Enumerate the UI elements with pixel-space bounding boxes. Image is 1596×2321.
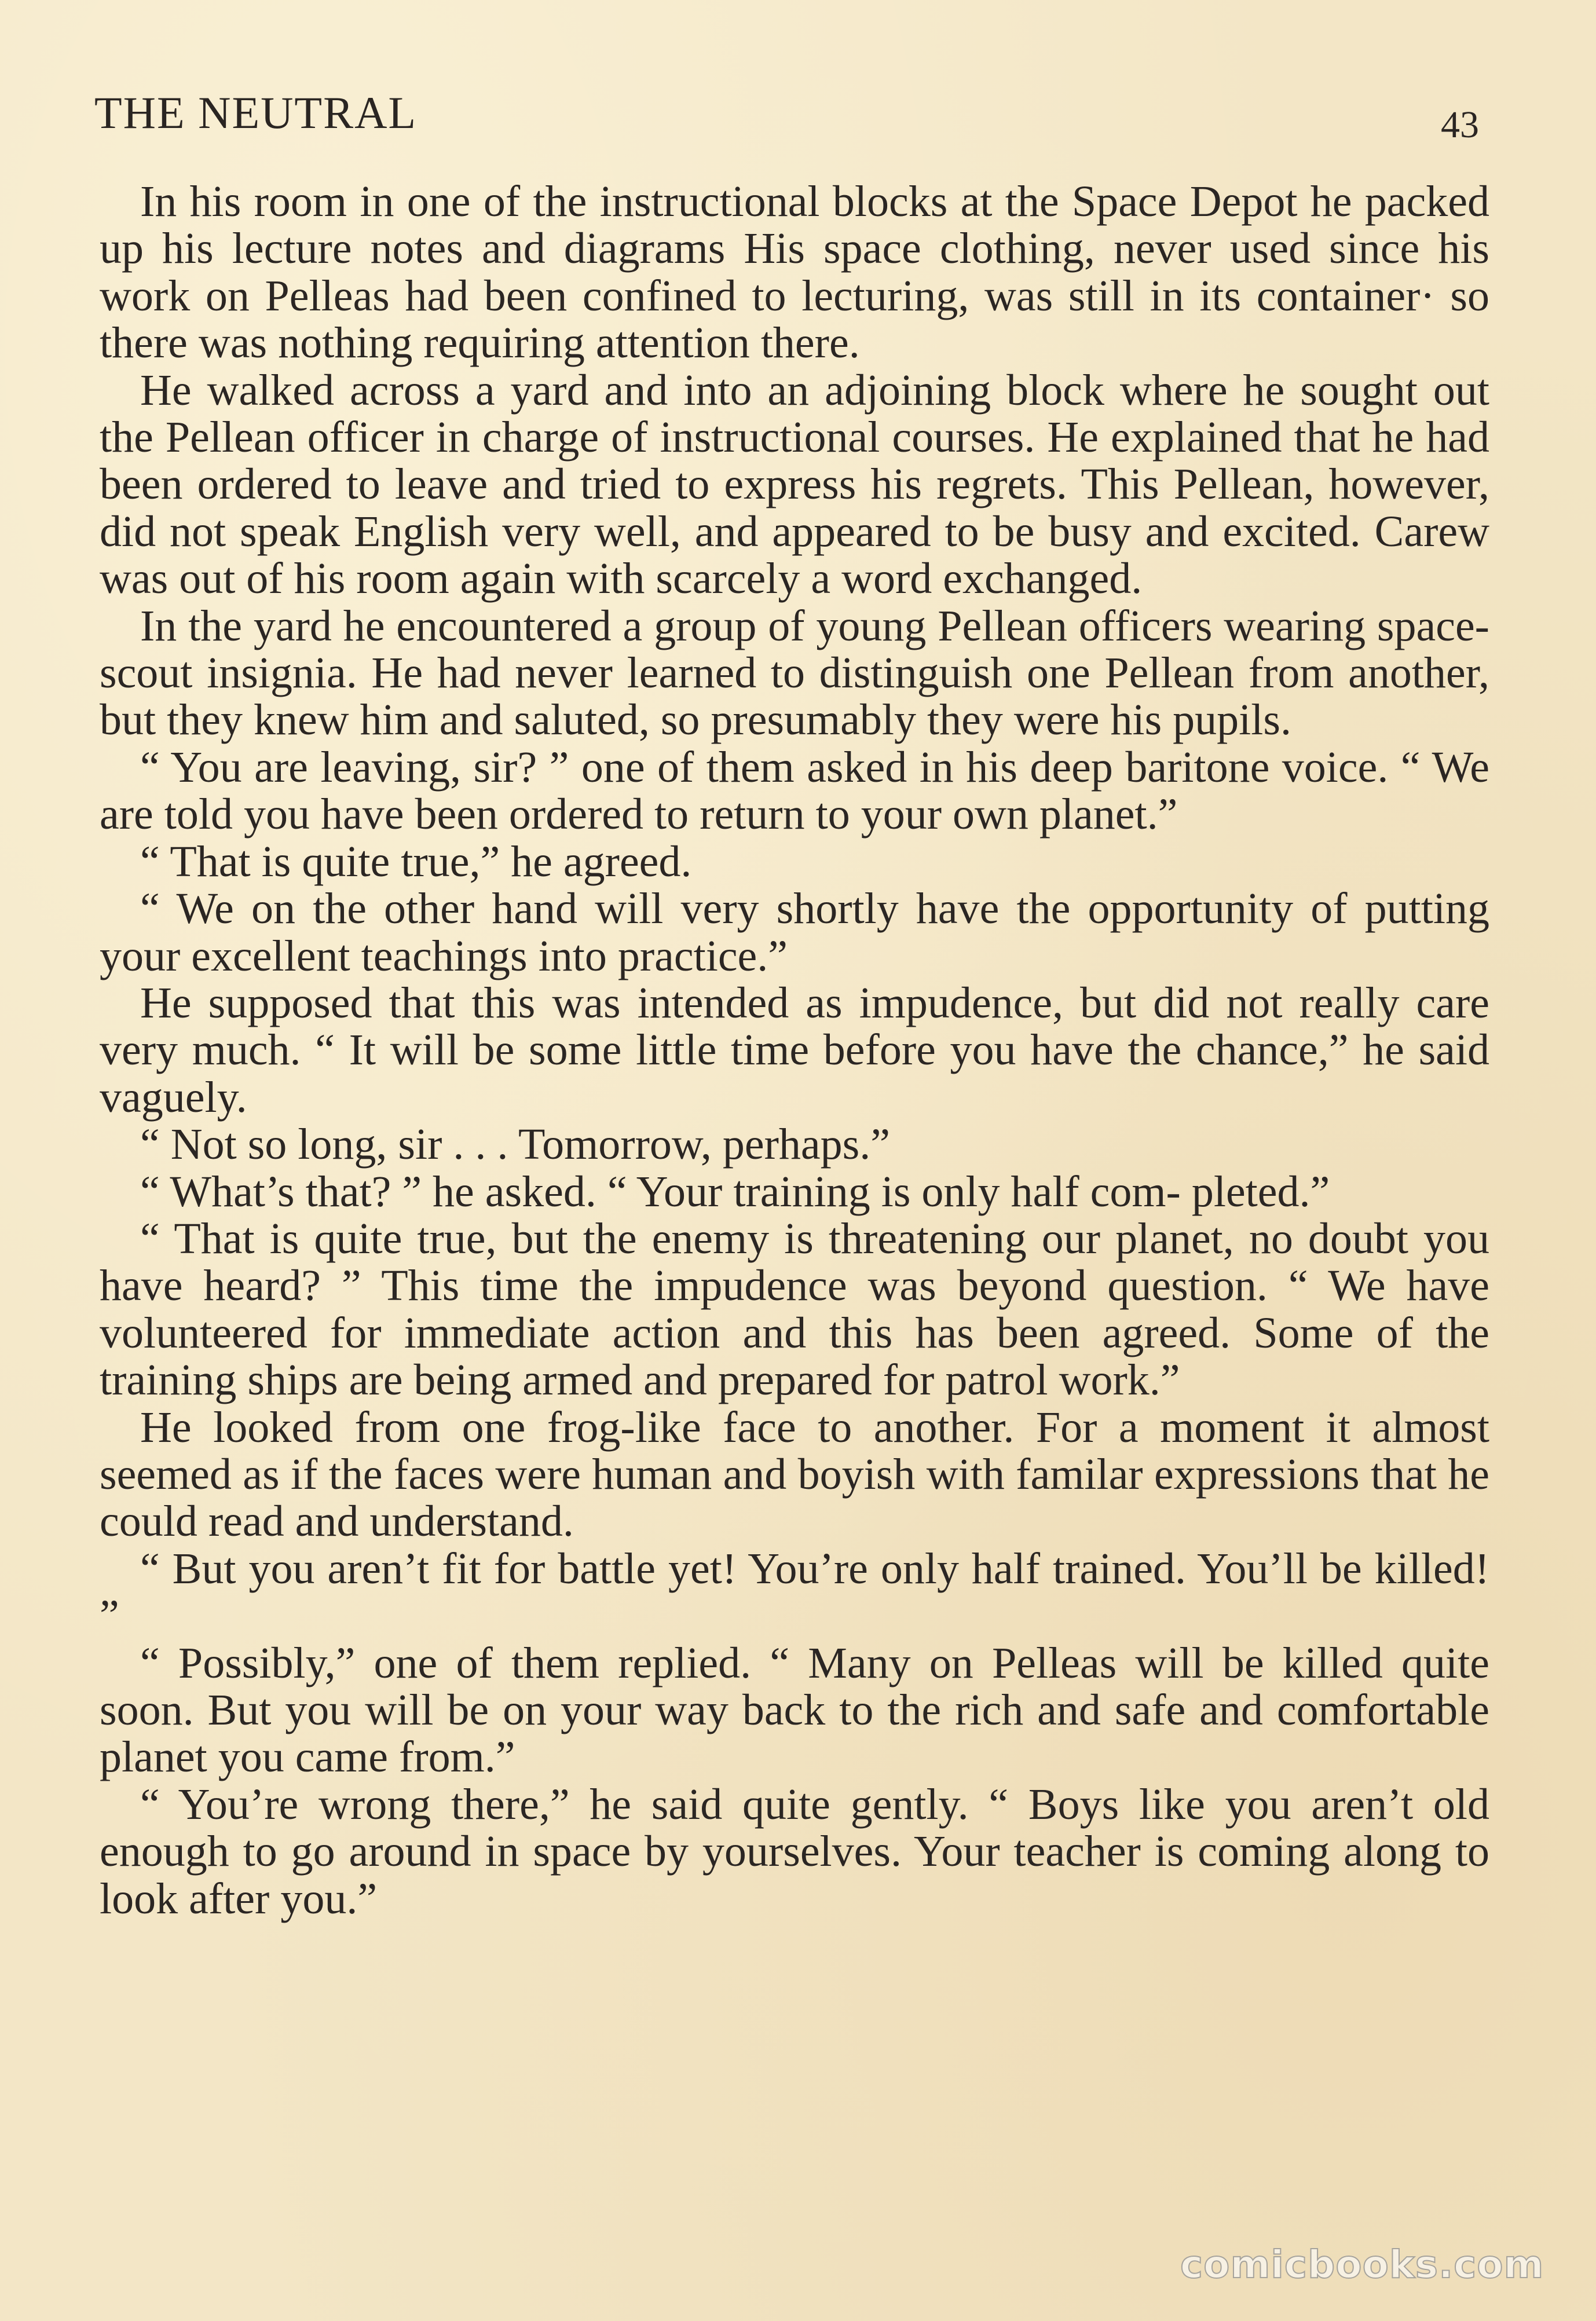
body-text [100,178,1489,1923]
paragraph: “ You are leaving, sir? ” one of them asked in his deep baritone voice. “ We are told you have been ordered to return to your own planet.” [100,742,1489,839]
paragraph: “ What’s that? ” he asked. “ Your training is only half com- pleted.” [140,1167,1330,1216]
paragraph: He looked from one frog-like face to another. For a moment it almost seemed as if the faces were human and boyish with familar expressions that he could read and understand. [100,1403,1489,1546]
paragraph: “ Not so long, sir . . . Tomorrow, perhaps.” [140,1120,890,1169]
paragraph: “ But you aren’t fit for battle yet! You’re only half trained. You’ll be killed! ” [100,1544,1489,1641]
paragraph: “ Possibly,” one of them replied. “ Many on Pelleas will be killed quite soon. But you will be on your way back to the rich and safe and comfortable planet you came from.” [100,1638,1489,1782]
paragraph: He supposed that this was intended as impudence, but did not really care very much. “ It will be some little time before you have the chance,” he said vaguely. [100,978,1489,1122]
running-head-title: THE NEUTRAL [94,87,418,138]
paragraph: “ That is quite true,” he agreed. [140,837,692,886]
paragraph: In his room in one of the instructional blocks at the Space Depot he packed up his lecture notes and diagrams His space clothing, never used since his work on Pelleas had been confined to lecturing, was still in its container· so there was nothing requiring attention there. [100,177,1489,368]
paragraph: “ That is quite true, but the enemy is threatening our planet, no doubt you have heard? ” This time the impudence was beyond question. “ We have volunteered for immediate action and this has been agreed. Some of the training ships are being armed and prepared for patrol work.” [100,1214,1489,1405]
page-number: 43 [1441,104,1479,146]
watermark-logo: comicbooks.com [1180,2242,1544,2287]
paragraph: In the yard he encountered a group of young Pellean officers wearing space-scout insignia. He had never learned to distinguish one Pellean from another, but they knew him and saluted, so presumably they were his pupils. [100,601,1489,745]
paragraph: “ You’re wrong there,” he said quite gently. “ Boys like you aren’t old enough to go around in space by yourselves. Your teacher is coming along to look after you.” [100,1780,1489,1923]
paragraph: “ We on the other hand will very shortly have the opportunity of putting your excellent teachings into practice.” [100,884,1489,980]
paragraph: He walked across a yard and into an adjoining block where he sought out the Pellean officer in charge of instructional courses. He explained that he had been ordered to leave and tried to express his regrets. This Pellean, however, did not speak English very well, and appeared to be busy and excited. Carew was out of his room again with scarcely a word exchanged. [100,365,1489,603]
